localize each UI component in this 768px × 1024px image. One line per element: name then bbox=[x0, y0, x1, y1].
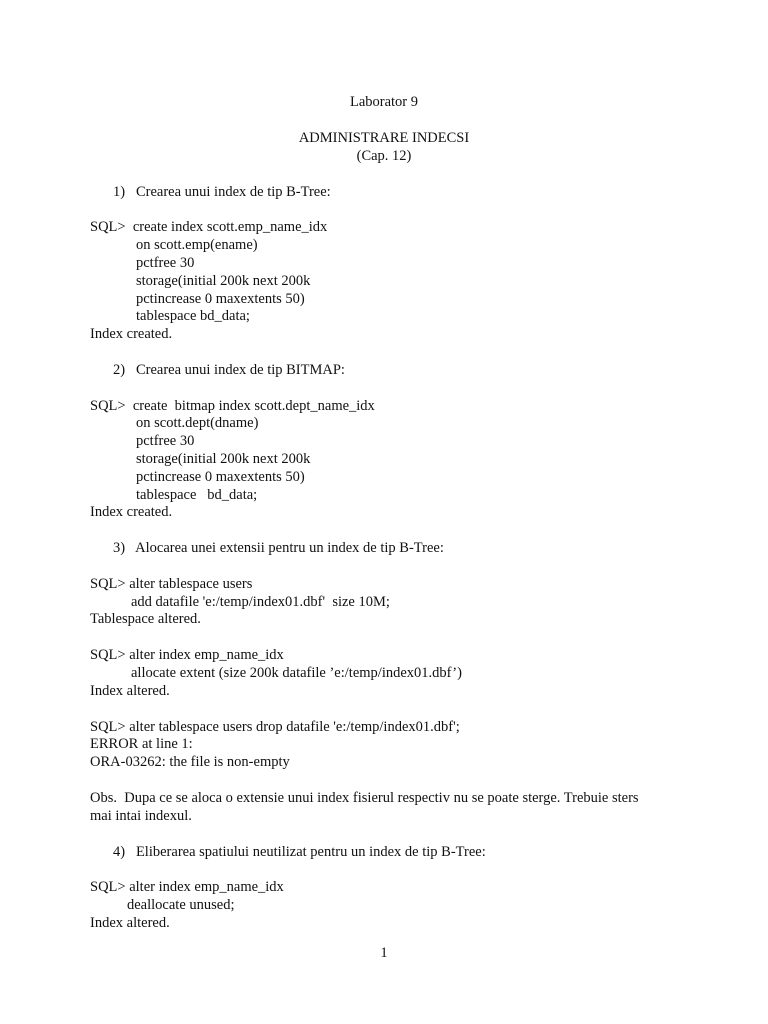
note-line: mai intai indexul. bbox=[90, 808, 192, 824]
code-line: SQL> alter index emp_name_idx bbox=[90, 647, 284, 663]
code-line: on scott.dept(dname) bbox=[136, 415, 259, 431]
document-title: Laborator 9 bbox=[349, 94, 419, 110]
result-line: Index altered. bbox=[90, 915, 170, 931]
code-line: deallocate unused; bbox=[127, 897, 235, 913]
note-line: Obs. Dupa ce se aloca o extensie unui index fisierul respectiv nu se poate sterge. Trebuie sters bbox=[90, 790, 639, 806]
code-line: SQL> create index scott.emp_name_idx bbox=[90, 219, 328, 235]
code-line: storage(initial 200k next 200k bbox=[136, 451, 311, 467]
result-line: Tablespace altered. bbox=[90, 611, 201, 627]
chapter-reference: (Cap. 12) bbox=[356, 148, 412, 164]
code-line: SQL> create bitmap index scott.dept_name_idx bbox=[90, 398, 375, 414]
code-line: storage(initial 200k next 200k bbox=[136, 273, 311, 289]
section-heading-2: 2) Crearea unui index de tip BITMAP: bbox=[113, 362, 345, 378]
section-heading-3: 3) Alocarea unei extensii pentru un index de tip B-Tree: bbox=[113, 540, 444, 556]
code-line: SQL> alter index emp_name_idx bbox=[90, 879, 284, 895]
code-line: pctfree 30 bbox=[136, 433, 195, 449]
code-line: pctincrease 0 maxextents 50) bbox=[136, 469, 305, 485]
error-line: ERROR at line 1: bbox=[90, 736, 193, 752]
code-line: pctincrease 0 maxextents 50) bbox=[136, 291, 305, 307]
code-line: on scott.emp(ename) bbox=[136, 237, 258, 253]
code-line: tablespace bd_data; bbox=[136, 487, 258, 503]
page-number: 1 bbox=[380, 945, 388, 961]
code-line: allocate extent (size 200k datafile ’e:/temp/index01.dbf’) bbox=[131, 665, 462, 681]
error-line: ORA-03262: the file is non-empty bbox=[90, 754, 290, 770]
code-line: SQL> alter tablespace users drop datafile 'e:/temp/index01.dbf'; bbox=[90, 719, 460, 735]
code-line: pctfree 30 bbox=[136, 255, 195, 271]
section-heading-1: 1) Crearea unui index de tip B-Tree: bbox=[113, 184, 331, 200]
result-line: Index altered. bbox=[90, 683, 170, 699]
result-line: Index created. bbox=[90, 504, 173, 520]
result-line: Index created. bbox=[90, 326, 173, 342]
code-line: tablespace bd_data; bbox=[136, 308, 250, 324]
document-subtitle: ADMINISTRARE INDECSI bbox=[298, 130, 470, 146]
code-line: SQL> alter tablespace users bbox=[90, 576, 253, 592]
code-line: add datafile 'e:/temp/index01.dbf' size 10M; bbox=[131, 594, 390, 610]
section-heading-4: 4) Eliberarea spatiului neutilizat pentru un index de tip B-Tree: bbox=[113, 844, 486, 860]
